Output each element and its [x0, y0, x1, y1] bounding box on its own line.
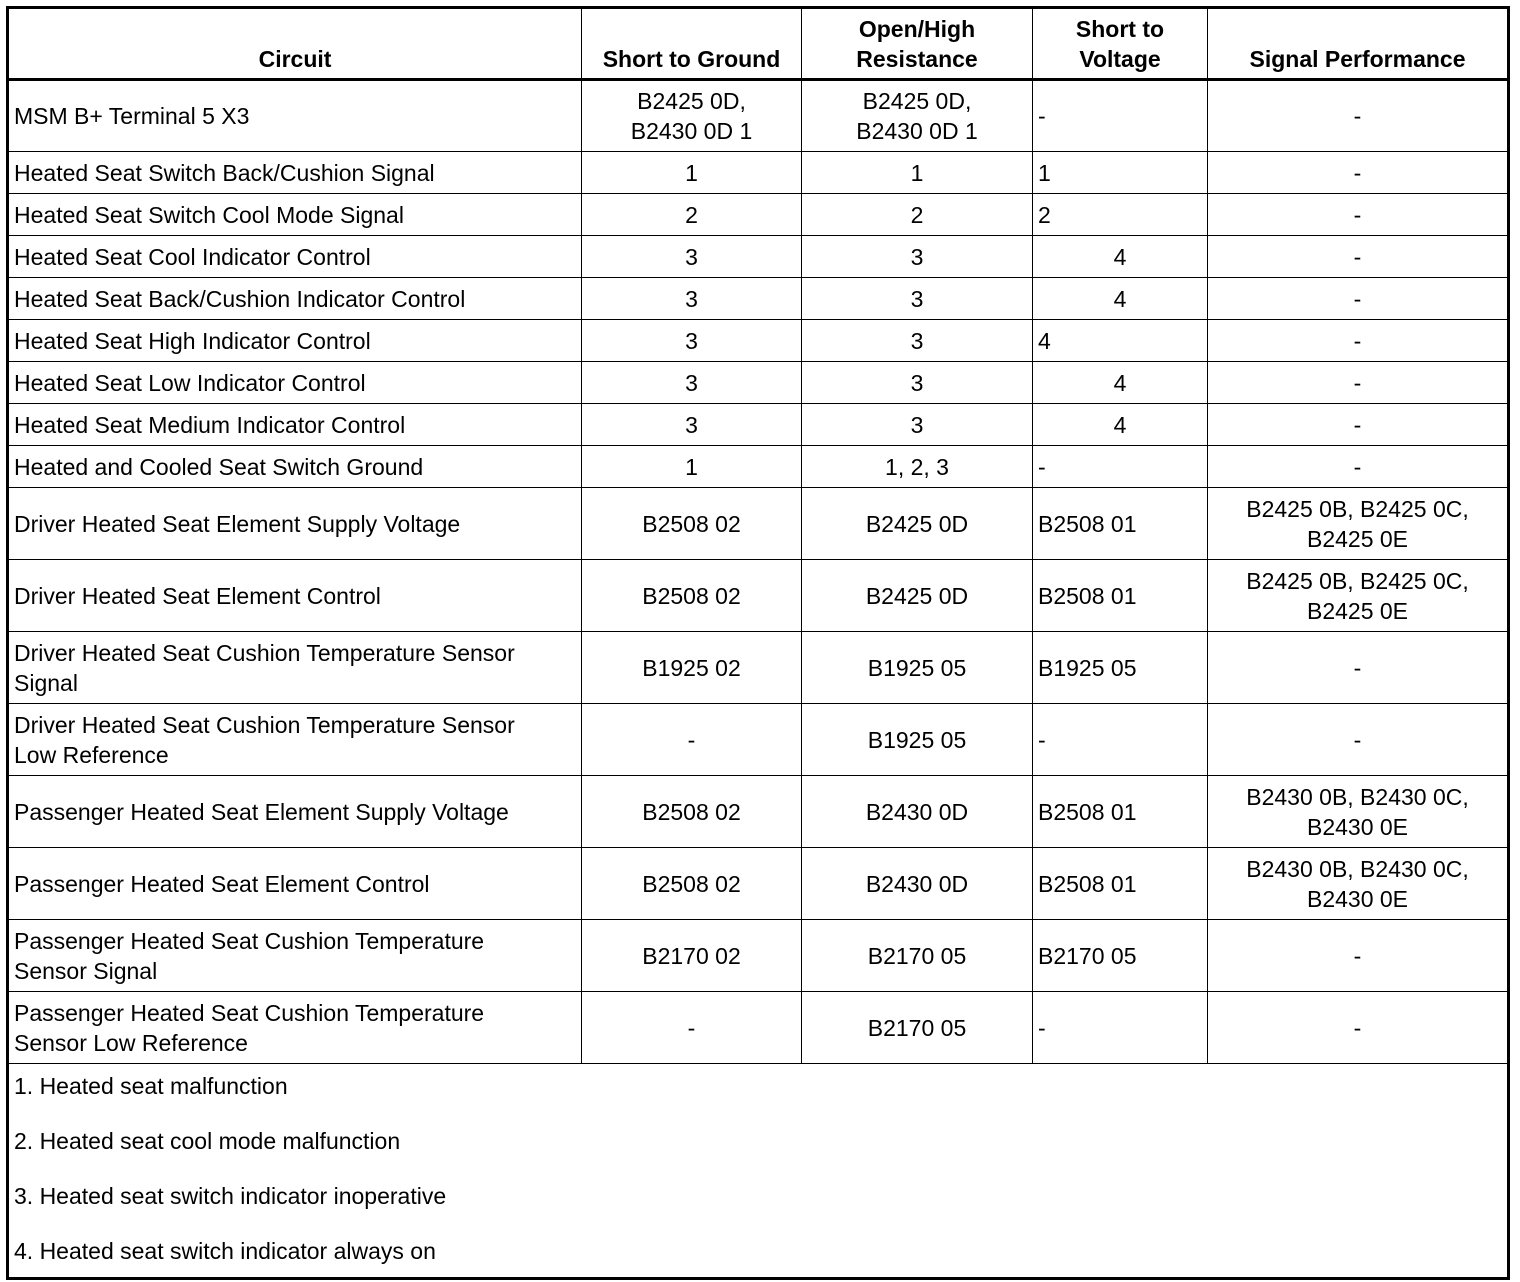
signal-performance-cell: B2425 0B, B2425 0C, B2425 0E: [1208, 488, 1509, 560]
circuit-cell: MSM B+ Terminal 5 X3: [8, 80, 582, 152]
open-high-resistance-cell: B1925 05: [802, 704, 1033, 776]
short-to-voltage-cell: B2508 01: [1033, 848, 1208, 920]
short-to-voltage-cell: B2508 01: [1033, 488, 1208, 560]
short-to-voltage-cell: 4: [1033, 320, 1208, 362]
short-to-voltage-cell: 4: [1033, 362, 1208, 404]
circuit-cell: Passenger Heated Seat Cushion Temperature Sensor Signal: [8, 920, 582, 992]
signal-performance-cell: B2430 0B, B2430 0C, B2430 0E: [1208, 848, 1509, 920]
open-high-resistance-cell: B2430 0D: [802, 776, 1033, 848]
notes-row: [8, 1064, 1509, 1279]
signal-performance-cell: -: [1208, 278, 1509, 320]
circuit-dtc-table: [6, 6, 1510, 1280]
table-row: [8, 320, 1509, 362]
short-to-ground-cell: B2508 02: [582, 488, 802, 560]
table-row: [8, 848, 1509, 920]
short-to-voltage-cell: B2170 05: [1033, 920, 1208, 992]
open-high-resistance-cell: 3: [802, 278, 1033, 320]
signal-performance-cell: -: [1208, 446, 1509, 488]
short-to-ground-cell: -: [582, 704, 802, 776]
circuit-cell: Heated Seat Low Indicator Control: [8, 362, 582, 404]
signal-performance-cell: -: [1208, 704, 1509, 776]
signal-performance-cell: -: [1208, 362, 1509, 404]
table-row: [8, 488, 1509, 560]
short-to-ground-cell: 1: [582, 446, 802, 488]
open-high-resistance-cell: 2: [802, 194, 1033, 236]
short-to-voltage-cell: B2508 01: [1033, 776, 1208, 848]
open-high-resistance-cell: B2170 05: [802, 992, 1033, 1064]
circuit-cell: Driver Heated Seat Element Supply Voltage: [8, 488, 582, 560]
header-short-to-ground: Short to Ground: [582, 8, 802, 80]
open-high-resistance-cell: B2170 05: [802, 920, 1033, 992]
short-to-ground-cell: 1: [582, 152, 802, 194]
table-row: [8, 920, 1509, 992]
short-to-ground-cell: B2508 02: [582, 776, 802, 848]
open-high-resistance-cell: 1: [802, 152, 1033, 194]
signal-performance-cell: -: [1208, 920, 1509, 992]
circuit-cell: Driver Heated Seat Element Control: [8, 560, 582, 632]
open-high-resistance-cell: 3: [802, 362, 1033, 404]
short-to-ground-cell: 3: [582, 278, 802, 320]
short-to-ground-cell: 3: [582, 320, 802, 362]
table-row: [8, 236, 1509, 278]
circuit-cell: Heated Seat Back/Cushion Indicator Control: [8, 278, 582, 320]
open-high-resistance-cell: 3: [802, 404, 1033, 446]
signal-performance-cell: B2430 0B, B2430 0C, B2430 0E: [1208, 776, 1509, 848]
signal-performance-cell: -: [1208, 80, 1509, 152]
notes-cell: [8, 1064, 1509, 1279]
short-to-voltage-cell: B2508 01: [1033, 560, 1208, 632]
signal-performance-cell: -: [1208, 992, 1509, 1064]
signal-performance-cell: -: [1208, 236, 1509, 278]
table-row: [8, 80, 1509, 152]
signal-performance-cell: -: [1208, 320, 1509, 362]
signal-performance-cell: -: [1208, 632, 1509, 704]
short-to-ground-cell: B2508 02: [582, 848, 802, 920]
open-high-resistance-cell: 3: [802, 236, 1033, 278]
table-row: [8, 152, 1509, 194]
circuit-cell: Heated Seat High Indicator Control: [8, 320, 582, 362]
circuit-cell: Driver Heated Seat Cushion Temperature Sensor Signal: [8, 632, 582, 704]
table-row: [8, 278, 1509, 320]
note-3: 3. Heated seat switch indicator inoperative: [14, 1183, 447, 1209]
open-high-resistance-cell: B1925 05: [802, 632, 1033, 704]
table-row: [8, 704, 1509, 776]
table-row: [8, 632, 1509, 704]
header-row: [8, 8, 1509, 80]
signal-performance-cell: -: [1208, 404, 1509, 446]
table-row: [8, 194, 1509, 236]
header-open-high-resistance: Open/High Resistance: [802, 8, 1033, 80]
circuit-cell: Heated Seat Switch Cool Mode Signal: [8, 194, 582, 236]
table-row: [8, 560, 1509, 632]
open-high-resistance-cell: 3: [802, 320, 1033, 362]
short-to-voltage-cell: 4: [1033, 236, 1208, 278]
header-signal-performance: Signal Performance: [1208, 8, 1509, 80]
circuit-cell: Passenger Heated Seat Cushion Temperature Sensor Low Reference: [8, 992, 582, 1064]
note-2: 2. Heated seat cool mode malfunction: [14, 1128, 401, 1154]
circuit-cell: Heated Seat Switch Back/Cushion Signal: [8, 152, 582, 194]
open-high-resistance-cell: 1, 2, 3: [802, 446, 1033, 488]
short-to-ground-cell: B1925 02: [582, 632, 802, 704]
signal-performance-cell: -: [1208, 152, 1509, 194]
open-high-resistance-cell: B2425 0D: [802, 560, 1033, 632]
short-to-ground-cell: 2: [582, 194, 802, 236]
short-to-ground-cell: -: [582, 992, 802, 1064]
circuit-cell: Passenger Heated Seat Element Control: [8, 848, 582, 920]
signal-performance-cell: -: [1208, 194, 1509, 236]
short-to-voltage-cell: -: [1033, 704, 1208, 776]
short-to-ground-cell: B2425 0D, B2430 0D 1: [582, 80, 802, 152]
open-high-resistance-cell: B2425 0D: [802, 488, 1033, 560]
short-to-voltage-cell: -: [1033, 992, 1208, 1064]
circuit-cell: Heated and Cooled Seat Switch Ground: [8, 446, 582, 488]
short-to-voltage-cell: 4: [1033, 278, 1208, 320]
short-to-voltage-cell: B1925 05: [1033, 632, 1208, 704]
table-row: [8, 992, 1509, 1064]
circuit-cell: Passenger Heated Seat Element Supply Voltage: [8, 776, 582, 848]
table-row: [8, 362, 1509, 404]
short-to-voltage-cell: 4: [1033, 404, 1208, 446]
short-to-ground-cell: 3: [582, 404, 802, 446]
circuit-cell: Heated Seat Medium Indicator Control: [8, 404, 582, 446]
short-to-voltage-cell: -: [1033, 80, 1208, 152]
table-row: [8, 404, 1509, 446]
circuit-cell: Heated Seat Cool Indicator Control: [8, 236, 582, 278]
short-to-ground-cell: 3: [582, 236, 802, 278]
table-row: [8, 776, 1509, 848]
header-circuit: Circuit: [8, 8, 582, 80]
header-short-to-voltage: Short to Voltage: [1033, 8, 1208, 80]
note-4: 4. Heated seat switch indicator always on: [14, 1238, 436, 1264]
short-to-voltage-cell: -: [1033, 446, 1208, 488]
short-to-ground-cell: 3: [582, 362, 802, 404]
short-to-ground-cell: B2508 02: [582, 560, 802, 632]
note-1: 1. Heated seat malfunction: [14, 1073, 288, 1099]
signal-performance-cell: B2425 0B, B2425 0C, B2425 0E: [1208, 560, 1509, 632]
circuit-cell: Driver Heated Seat Cushion Temperature Sensor Low Reference: [8, 704, 582, 776]
open-high-resistance-cell: B2430 0D: [802, 848, 1033, 920]
short-to-voltage-cell: 2: [1033, 194, 1208, 236]
table-row: [8, 446, 1509, 488]
open-high-resistance-cell: B2425 0D, B2430 0D 1: [802, 80, 1033, 152]
short-to-voltage-cell: 1: [1033, 152, 1208, 194]
short-to-ground-cell: B2170 02: [582, 920, 802, 992]
